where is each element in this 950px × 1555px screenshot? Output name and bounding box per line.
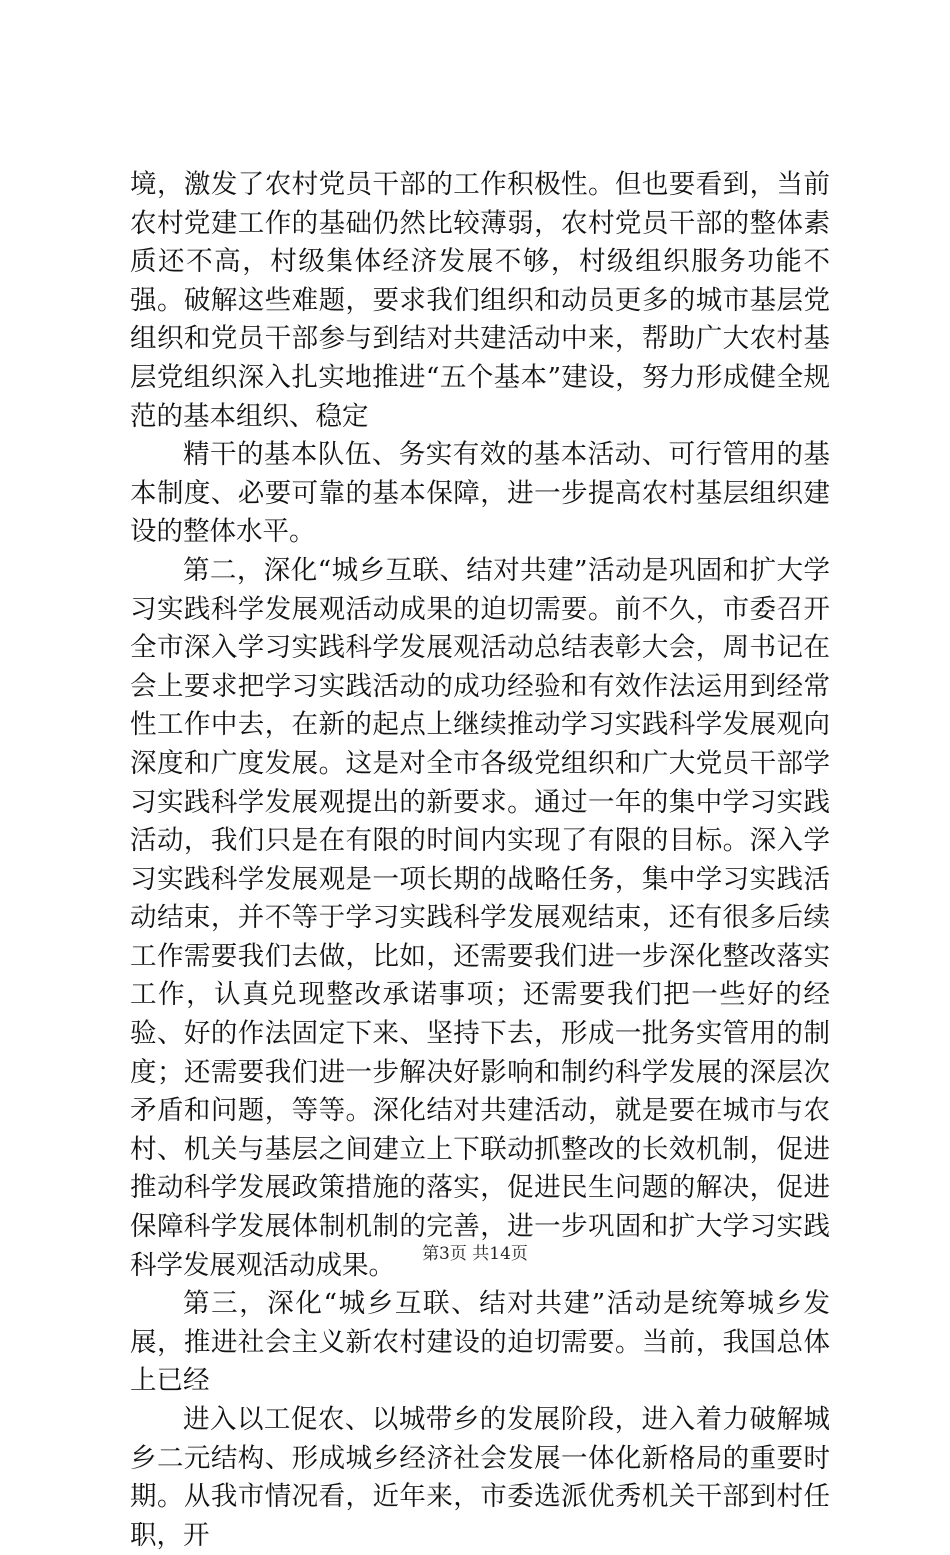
paragraph-4: 第三，深化“城乡互联、结对共建”活动是统筹城乡发展，推进社会主义新农村建设的迫切需要。当前，我国总体上已经 — [130, 1288, 830, 1397]
document-body — [130, 166, 830, 1555]
page-number-footer: 第3页 共14页 — [422, 1244, 528, 1264]
paragraph-2: 精干的基本队伍、务实有效的基本活动、可行管用的基本制度、必要可靠的基本保障，进一步提高农村基层组织建设的整体水平。 — [130, 439, 830, 548]
paragraph-1: 境，激发了农村党员干部的工作积极性。但也要看到，当前农村党建工作的基础仍然比较薄弱，农村党员干部的整体素质还不高，村级集体经济发展不够，村级组织服务功能不强。破解这些难题，要求我们组织和动员更多的城市基层党组织和党员干部参与到结对共建活动中来，帮助广大农村基层党组织深入扎实地推进“五个基本”建设，努力形成健全规范的基本组织、稳定 — [130, 169, 830, 432]
paragraph-5: 进入以工促农、以城带乡的发展阶段，进入着力破解城乡二元结构、形成城乡经济社会发展一体化新格局的重要时期。从我市情况看，近年来，市委选派优秀机关干部到村任职，开 — [130, 1404, 830, 1551]
paragraph-3: 第二，深化“城乡互联、结对共建”活动是巩固和扩大学习实践科学发展观活动成果的迫切需要。前不久，市委召开全市深入学习实践科学发展观活动总结表彰大会，周书记在会上要求把学习实践活动的成功经验和有效作法运用到经常性工作中去，在新的起点上继续推动学习实践科学发展观向深度和广度发展。这是对全市各级党组织和广大党员干部学习实践科学发展观提出的新要求。通过一年的集中学习实践活动，我们只是在有限的时间内实现了有限的目标。深入学习实践科学发展观是一项长期的战略任务，集中学习实践活动结束，并不等于学习实践科学发展观结束，还有很多后续工作需要我们去做，比如，还需要我们进一步深化整改落实工作，认真兑现整改承诺事项；还需要我们把一些好的经验、好的作法固定下来、坚持下去，形成一批务实管用的制度；还需要我们进一步解决好影响和制约科学发展的深层次矛盾和问题，等等。深化结对共建活动，就是要在城市与农村、机关与基层之间建立上下联动抓整改的长效机制，促进推动科学发展政策措施的落实，促进民生问题的解决，促进保障科学发展体制机制的完善，进一步巩固和扩大学习实践科学发展观活动成果。 — [130, 554, 830, 1281]
